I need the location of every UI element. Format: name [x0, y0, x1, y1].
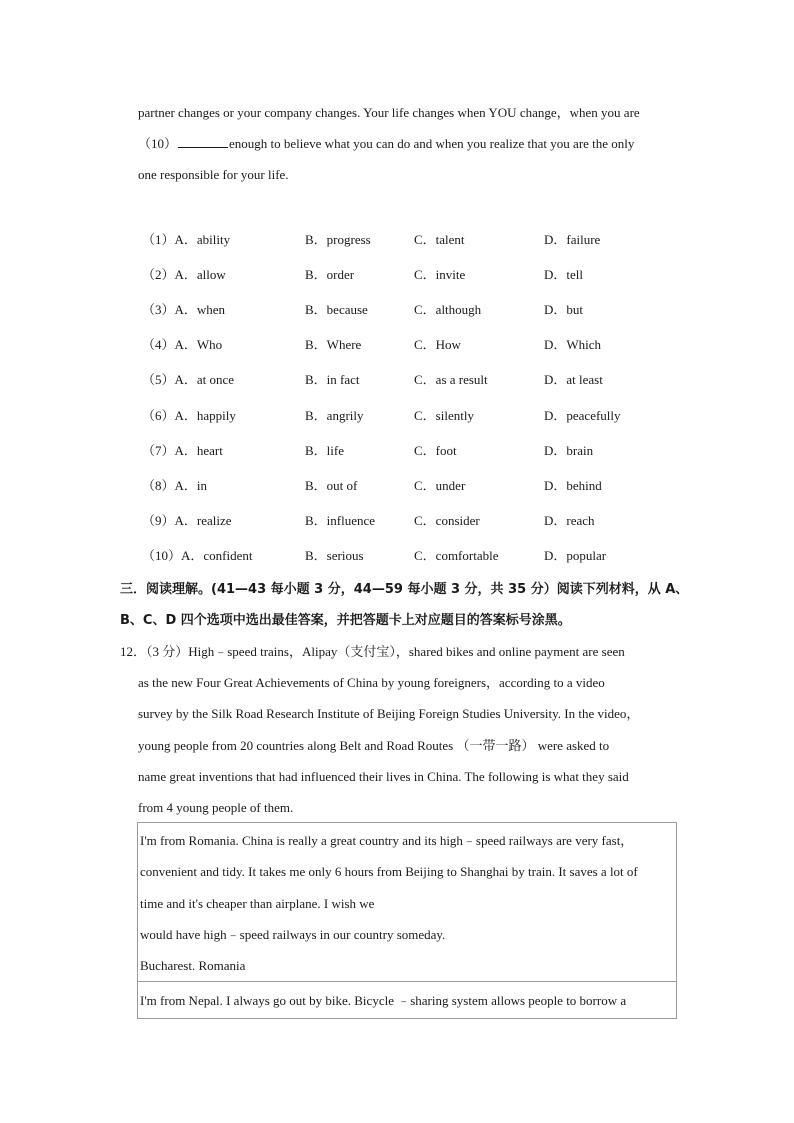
option-6-B: B．angrily	[305, 408, 364, 423]
option-5-D: D．at least	[544, 372, 603, 387]
option-5-B: B．in fact	[305, 372, 360, 387]
option-9-C: C．consider	[414, 513, 480, 528]
option-row-4	[138, 337, 698, 353]
passage-line-1: partner changes or your company changes. Your life changes when YOU change，when you are	[138, 105, 640, 120]
section-heading-line-2: B、C、D 四个选项中选出最佳答案，并把答题卡上对应题目的答案标号涂黑。	[120, 613, 571, 628]
option-6-D: D．peacefully	[544, 408, 621, 423]
option-row-5	[138, 372, 698, 388]
option-8-D: D．behind	[544, 478, 602, 493]
option-2-A: （2）A．allow	[142, 267, 226, 282]
option-10-D: D．popular	[544, 548, 607, 563]
option-4-B: B．Where	[305, 337, 362, 352]
option-9-B: B．influence	[305, 513, 376, 528]
question-12-line-6: from 4 young people of them.	[138, 800, 294, 815]
option-8-A: （8）A．in	[142, 478, 208, 493]
option-row-2	[138, 267, 698, 283]
option-3-A: （3）A．when	[142, 302, 226, 317]
option-3-D: D．but	[544, 302, 584, 317]
question-12-line-2: as the new Four Great Achievements of China by young foreigners，according to a video	[138, 675, 605, 690]
option-row-6	[138, 408, 698, 424]
option-row-10	[138, 548, 698, 564]
option-2-C: C．invite	[414, 267, 466, 282]
option-row-3	[138, 302, 698, 318]
option-2-D: D．tell	[544, 267, 583, 282]
romania-line-2: convenient and tidy. It takes me only 6 hours from Beijing to Shanghai by train. It saves a lot of	[140, 864, 638, 879]
option-5-C: C．as a result	[414, 372, 488, 387]
blank-number-10: （10）	[138, 136, 178, 151]
option-9-D: D．reach	[544, 513, 595, 528]
question-12-line-1: 12．（3 分）High﹣speed trains，Alipay（支付宝），shared bikes and online payment are seen	[120, 644, 625, 659]
option-1-A: （1）A．ability	[142, 232, 231, 247]
passage-line-2-text: enough to believe what you can do and when you realize that you are the only	[229, 136, 635, 151]
nepal-line-1: I'm from Nepal. I always go out by bike. Bicycle ﹣sharing system allows people to borrow a	[140, 993, 627, 1008]
option-10-A: （10）A．confident	[142, 548, 253, 563]
option-1-B: B．progress	[305, 232, 371, 247]
option-7-B: B．life	[305, 443, 344, 458]
section-heading-line-1: 三．阅读理解。(41—43 每小题 3 分，44—59 每小题 3 分，共 35 分）阅读下列材料，从 A、	[120, 582, 689, 597]
romania-signature: Bucharest. Romania	[140, 958, 246, 973]
passage-line-2	[138, 136, 634, 152]
option-7-D: D．brain	[544, 443, 594, 458]
option-10-B: B．serious	[305, 548, 364, 563]
option-7-C: C．foot	[414, 443, 457, 458]
option-1-C: C．talent	[414, 232, 465, 247]
passage-line-3: one responsible for your life.	[138, 167, 289, 182]
romania-line-3: time and it's cheaper than airplane. I wish we	[140, 896, 375, 911]
table-divider	[138, 981, 676, 982]
option-1-D: D．failure	[544, 232, 601, 247]
option-3-C: C．although	[414, 302, 482, 317]
testimonial-table	[137, 822, 677, 1019]
option-row-1	[138, 232, 698, 248]
option-6-C: C．silently	[414, 408, 474, 423]
option-6-A: （6）A．happily	[142, 408, 236, 423]
option-4-A: （4）A．Who	[142, 337, 223, 352]
option-8-B: B．out of	[305, 478, 358, 493]
question-12-line-5: name great inventions that had influenced their lives in China. The following is what they said	[138, 769, 629, 784]
option-4-D: D．Which	[544, 337, 602, 352]
option-7-A: （7）A．heart	[142, 443, 223, 458]
question-12-line-3: survey by the Silk Road Research Institute of Beijing Foreign Studies University. In the video，	[138, 706, 640, 721]
question-12-line-4: young people from 20 countries along Belt and Road Routes （一带一路） were asked to	[138, 738, 610, 753]
option-8-C: C．under	[414, 478, 466, 493]
option-2-B: B．order	[305, 267, 355, 282]
option-5-A: （5）A．at once	[142, 372, 235, 387]
answer-blank	[178, 136, 228, 148]
option-3-B: B．because	[305, 302, 368, 317]
option-10-C: C．comfortable	[414, 548, 499, 563]
option-row-8	[138, 478, 698, 494]
romania-line-1: I'm from Romania. China is really a great country and its high﹣speed railways are very fast，	[140, 833, 634, 848]
option-row-7	[138, 443, 698, 459]
option-9-A: （9）A．realize	[142, 513, 232, 528]
romania-line-4: would have high﹣speed railways in our country someday.	[140, 927, 446, 942]
option-4-C: C．How	[414, 337, 461, 352]
option-row-9	[138, 513, 698, 529]
